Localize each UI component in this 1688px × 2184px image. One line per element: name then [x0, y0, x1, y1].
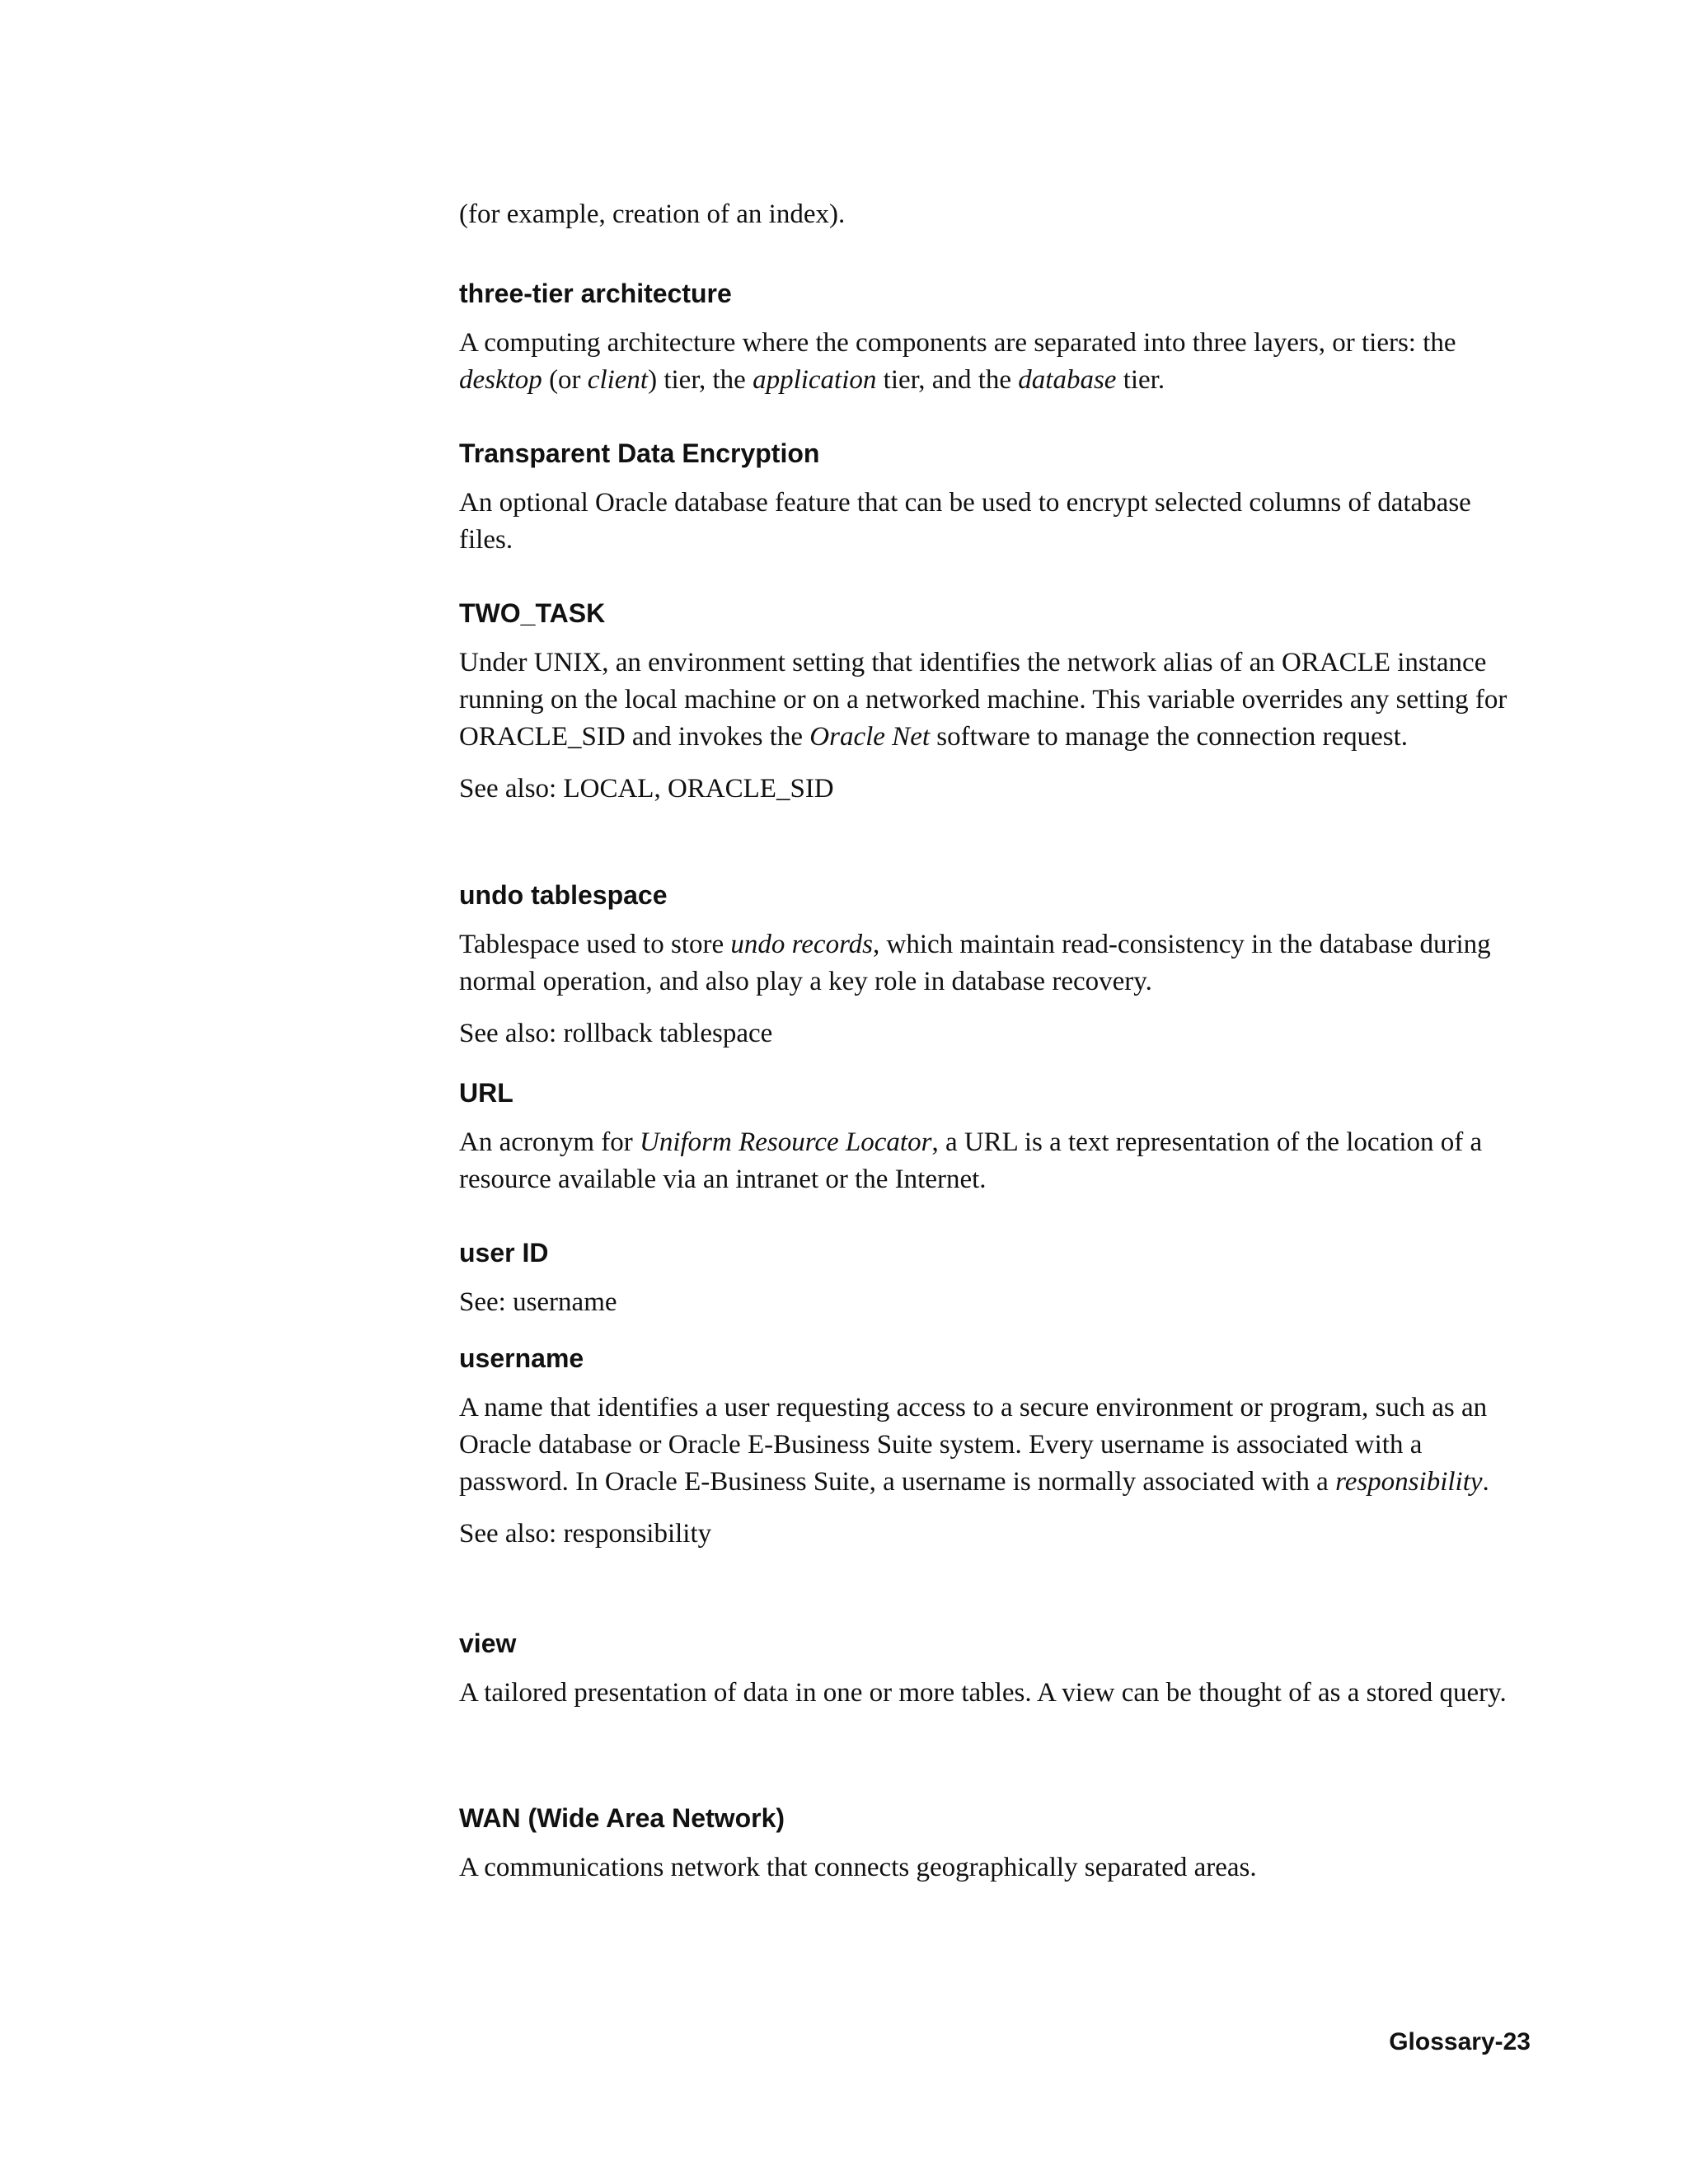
- italic-term: database: [1018, 365, 1117, 395]
- glossary-entry-url: [459, 1076, 1531, 1198]
- definition-text: A communications network that connects geographically separated areas.: [459, 1853, 1257, 1882]
- glossary-entry-transparent-data-encryption: [459, 437, 1531, 559]
- italic-term: application: [753, 365, 877, 395]
- see-also-reference: See also: rollback tablespace: [459, 1019, 773, 1048]
- glossary-term: undo tablespace: [459, 880, 668, 910]
- page-number: Glossary-23: [1389, 2028, 1531, 2055]
- definition-text: tier.: [1116, 365, 1165, 395]
- glossary-term: URL: [459, 1078, 513, 1108]
- glossary-entry-undo-tablespace: [459, 879, 1531, 1052]
- glossary-entry-user-id: [459, 1236, 1531, 1321]
- definition-text: An optional Oracle database feature that can be used to encrypt selected columns of database files.: [459, 488, 1471, 555]
- definition-text: See: username: [459, 1287, 617, 1317]
- glossary-entry-username: [459, 1342, 1531, 1553]
- glossary-content: [459, 196, 1531, 1882]
- glossary-definition: [459, 485, 1531, 559]
- see-also-reference: See also: LOCAL, ORACLE_SID: [459, 774, 834, 804]
- italic-term: Uniform Resource Locator: [640, 1127, 932, 1157]
- glossary-term: Transparent Data Encryption: [459, 438, 820, 468]
- glossary-entry-three-tier-architecture: [459, 277, 1531, 399]
- italic-term: Oracle Net: [809, 722, 931, 752]
- glossary-term: username: [459, 1343, 584, 1373]
- glossary-definition: [459, 1284, 1531, 1321]
- italic-term: desktop: [459, 365, 542, 395]
- glossary-term: view: [459, 1629, 517, 1658]
- glossary-definition: [459, 644, 1531, 756]
- glossary-definition: [459, 1675, 1531, 1712]
- glossary-term: three-tier architecture: [459, 279, 732, 308]
- definition-text: An acronym for: [459, 1127, 640, 1157]
- glossary-entry-two-task: [459, 597, 1531, 808]
- definition-text: Under UNIX, an environment setting that identifies the network alias of an ORACLE instance running on the local machine or on a networked machine. This variable overrides any setting for ORACLE_SID and invokes the: [459, 648, 1507, 752]
- glossary-term: TWO_TASK: [459, 598, 606, 628]
- definition-text: tier, and the: [876, 365, 1019, 395]
- glossary-definition: [459, 1849, 1531, 1886]
- definition-text: , a URL is a text representation of the location of a resource available via an intranet or the Internet.: [459, 1127, 1483, 1194]
- italic-term: client: [587, 365, 649, 395]
- definition-text: ) tier, the: [648, 365, 753, 395]
- italic-term: responsibility: [1335, 1467, 1483, 1497]
- glossary-definition: [459, 926, 1531, 1001]
- italic-term: undo records: [730, 930, 874, 959]
- see-also-reference: See also: responsibility: [459, 1519, 712, 1549]
- definition-text: A name that identifies a user requesting access to a secure environment or program, such as an Oracle database or Oracle E-Business Suite system. Every username is associated with a password. In Oracle E-Business Suite, a username is normally associated with a: [459, 1393, 1488, 1497]
- glossary-definition: [459, 1390, 1531, 1501]
- glossary-entry-view: [459, 1627, 1531, 1712]
- glossary-definition: [459, 325, 1531, 399]
- definition-text: Tablespace used to store: [459, 930, 731, 959]
- definition-text: A tailored presentation of data in one or more tables. A view can be thought of as a stored query.: [459, 1678, 1507, 1708]
- definition-text: .: [1482, 1467, 1489, 1497]
- continued-definition-fragment: (for example, creation of an index).: [459, 199, 846, 229]
- glossary-definition: [459, 1124, 1531, 1198]
- definition-text: A computing architecture where the components are separated into three layers, or tiers: the: [459, 328, 1456, 358]
- definition-text: software to manage the connection request.: [930, 722, 1409, 752]
- definition-text: , which maintain read-consistency in the database during normal operation, and also play a key role in database recovery.: [459, 930, 1491, 996]
- glossary-term: WAN (Wide Area Network): [459, 1803, 785, 1833]
- glossary-term: user ID: [459, 1238, 549, 1268]
- glossary-entry-wan: [459, 1802, 1531, 1886]
- definition-text: (or: [542, 365, 588, 395]
